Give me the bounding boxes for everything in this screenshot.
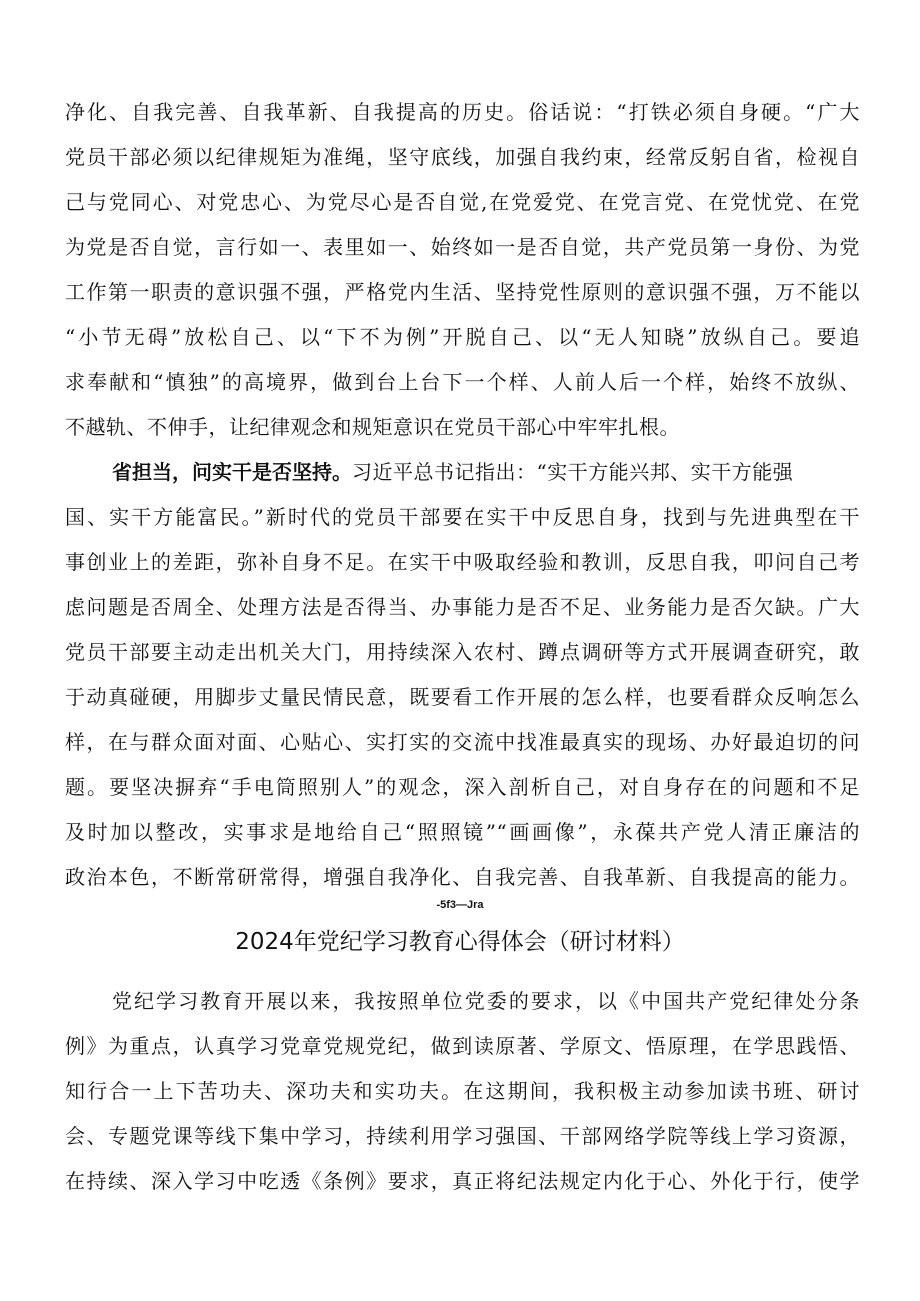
text-line: 求奉献和“慎独”的高境界，做到台上台下一个样、人前人后一个样，始终不放纵、 <box>65 370 860 394</box>
text-line: 党员干部必须以纪律规矩为准绳，坚守底线，加强自我约束，经常反躬自省，检视自 <box>65 145 860 169</box>
paragraph-lead-heading: 省担当，问实干是否坚持。 <box>112 460 352 484</box>
text-line: 会、专题党课等线下集中学习，持续利用学习强国、干部网络学院等线上学习资源， <box>65 1124 860 1148</box>
text-line: 题。要坚决摒弃“手电筒照别人”的观念，深入剖析自己，对自身存在的问题和不足 <box>65 775 860 799</box>
text-line: 为党是否自觉，言行如一、表里如一、始终如一是否自觉，共产党员第一身份、为党 <box>65 235 860 259</box>
text-line: 事创业上的差距，弥补自身不足。在实干中吸取经验和教训，反思自我，叩问自己考 <box>65 550 860 574</box>
text-line: 党员干部要主动走出机关大门，用持续深入农村、蹲点调研等方式开展调查研究，敢 <box>65 640 860 664</box>
text-line: 净化、自我完善、自我革新、自我提高的历史。俗话说：“打铁必须自身硬。“广大 <box>65 100 860 124</box>
text-line: “小节无碍”放松自己、以“下不为例”开脱自己、以“无人知晓”放纵自己。要追 <box>65 325 860 349</box>
text-line: 及时加以整改，实事求是地给自己“照照镜”“画画像”，永葆共产党人清正廉洁的 <box>65 820 860 844</box>
text-line: 例》为重点，认真学习党章党规党纪，做到读原著、学原文、悟原理，在学思践悟、 <box>65 1034 860 1058</box>
text-line: 虑问题是否周全、处理方法是否得当、办事能力是否不足、业务能力是否欠缺。广大 <box>65 595 860 619</box>
text-line: 知行合一上下苦功夫、深功夫和实功夫。在这期间，我积极主动参加读书班、研讨 <box>65 1079 860 1103</box>
text-line: 政治本色，不断常研常得，增强自我净化、自我完善、自我革新、自我提高的能力。 <box>65 865 860 889</box>
section-separator: -5f3—Jra <box>436 899 484 911</box>
text-line: 不越轨、不伸手，让纪律观念和规矩意识在党员干部心中牢牢扎根。 <box>65 415 680 439</box>
text-line: 己与党同心、对党忠心、为党尽心是否自觉,在党爱党、在党言党、在党忧党、在党 <box>65 190 860 214</box>
text-line: 在持续、深入学习中吃透《条例》要求，真正将纪法规定内化于心、外化于行，使学 <box>65 1169 860 1193</box>
text-line: 于动真碰硬，用脚步丈量民情民意，既要看工作开展的怎么样，也要看群众反响怎么 <box>65 685 860 709</box>
text-span: 习近平总书记指出：“实干方能兴邦、实干方能强 <box>352 460 794 484</box>
text-line: 样，在与群众面对面、心贴心、实打实的交流中找准最真实的现场、办好最迫切的问 <box>65 730 860 754</box>
text-line-first <box>112 459 860 485</box>
text-line: 国、实干方能富民。”新时代的党员干部要在实干中反思自身，找到与先进典型在干 <box>65 505 860 529</box>
text-line: 工作第一职责的意识强不强，严格党内生活、坚持党性原则的意识强不强，万不能以 <box>65 280 860 304</box>
text-line: 党纪学习教育开展以来，我按照单位党委的要求，以《中国共产党纪律处分条 <box>112 989 860 1013</box>
document-title: 2024年党纪学习教育心得体会（研讨材料） <box>235 929 685 955</box>
